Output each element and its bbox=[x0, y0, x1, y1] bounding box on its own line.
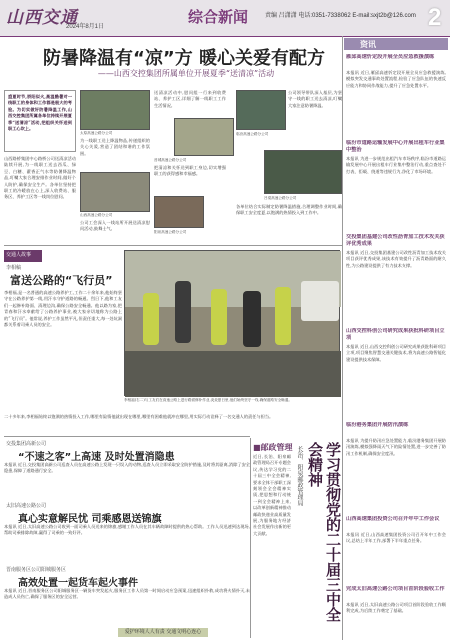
brief-unit-3: 晋南服务区公司阳城服务区 bbox=[6, 567, 67, 573]
worker-figure-3 bbox=[211, 289, 227, 345]
brief-body-2: 本报讯 近日,太旧高速公路公司收到一面司乘人员送来的锦旗,感谢工作人员在其车辆故障时提供的热心帮助。工作人员迅速到达现场,帮助司乘排除故障,赢得了司乘的一致好评。 bbox=[4, 524, 250, 536]
feature-subheadline: ——山西交控集团所属单位开展夏季“送清凉”活动 bbox=[97, 69, 275, 78]
feature-body-col3b: 把清凉和关怀送到职工身边,切实增强职工的获得感和幸福感。 bbox=[154, 165, 226, 177]
feature-body-col4: 公司领导带队深入基层,为坚守一线的职工送去清凉,叮嘱大家注意防暑降温。 bbox=[288, 90, 342, 108]
right-headline-6: 山西高速集团投资公司召开年中工作会议 bbox=[346, 516, 440, 522]
story-photo-caption: 李相福(右二)与工友们在高速公路上进行路面修补作业,炎炎夏日里,他们始终坚守一线,确保道路安全畅通。 bbox=[124, 398, 292, 402]
public-notice-strip: 爱护环境人人有责 交通文明心连心 bbox=[118, 628, 208, 637]
feature-headline: 防暑降温有“凉”方 暖心关爱有配方 bbox=[43, 48, 325, 69]
feature-body-col3: 送清凉活动中,慰问组一行来到收费站、养护工区,详细了解一线职工工作生活情况。 bbox=[154, 90, 226, 108]
right-body-6: 本报讯 近日,山西高速集团投资公司召开年中工作会议,总结上半年工作,部署下半年重点任务。 bbox=[346, 532, 446, 544]
brief-headline-2: 真心实意解民忧 司乘感恩送锦旗 bbox=[18, 514, 162, 525]
brief-unit-2: 太旧高速公路公司 bbox=[6, 503, 47, 509]
worker-figure-2 bbox=[175, 281, 191, 343]
right-headline-1: 雁邱高速忻定段开展全员应急救援演练 bbox=[346, 54, 435, 60]
brief-body-1: 本报讯 近日,交投集团高新公司巡查人员在高速公路上发现一只误入的动物,巡查人员立即采取安全防护措施,及时将其驱离,消除了安全隐患,保障了道路通行安全。 bbox=[4, 462, 250, 474]
photo-caption-3: 晋城高速公路分公司 bbox=[154, 158, 187, 162]
section-title: 综合新闻 bbox=[188, 9, 249, 26]
right-headline-5: 临汾港务集团开展防汛演练 bbox=[346, 422, 409, 428]
photo-caption-1: 太原高速公路分公司 bbox=[80, 131, 113, 135]
feature-photo-1 bbox=[80, 90, 150, 130]
feature-body-col2: 为一线职工送上降温物品,传递组织的关心关爱,营造了团结和谐的工作氛围。 bbox=[80, 138, 150, 156]
vehicle-in-photo bbox=[301, 281, 339, 321]
right-body-2: 本报讯 为进一步规范出租汽车市场秩序,临汾市道路运输发展中心开展出租车行业集中整治行动,重点查处不打表、拒载、绕道等违规行为,净化了市场环境。 bbox=[346, 156, 446, 174]
right-body-7: 本报讯 近日,太旧高速公路公司项目首阶段验收工作顺利完成,为后续工作奠定了基础。 bbox=[346, 602, 446, 614]
party-section-title: ■邮政管理 bbox=[253, 443, 293, 452]
feature-lead-box bbox=[4, 90, 76, 152]
news-banner-title: 资讯 bbox=[360, 40, 376, 49]
party-body: 近日,长治、阳泉邮政管理局召开专题会议,传达学习党的二十届三中全会精神,要求全体干部职工深刻领会全会精神实质,把思想和行动统一到全会精神上来,以改革创新精神推动邮政快递业高质量发展,为服务地方经济社会发展作出新的更大贡献。 bbox=[253, 454, 291, 536]
right-headline-7: 完成太旧高速公路公司项目首阶段验收工作 bbox=[346, 586, 445, 592]
feature-lead: 盛夏时节,骄阳似火,高温酷暑对一线职工的身体和工作都是极大的考验。为切实做好防暑降温工作,山西交控集团所属各单位持续开展夏季“送清凉”活动,把组织关怀送到职工心坎上。 bbox=[8, 94, 72, 132]
feature-body-col1: 山西路桥集团中心路桥公司送清凉活动陆续开展,为一线职工送去西瓜、绿豆、白糖、藿香正气水等防暑降温物品,叮嘱大家合理安排作业时间,做好个人防护,确保安全生产。各单位坚持把职工的冷暖放在心上,深入收费站、服务区、养护工区等一线岗位慰问。 bbox=[4, 156, 76, 200]
story-photo bbox=[124, 250, 340, 396]
photo-caption-2: 山西高速公路分公司 bbox=[80, 213, 113, 217]
feature-photo-5 bbox=[236, 90, 286, 130]
briefs-divider bbox=[4, 436, 250, 437]
page-number: 2 bbox=[428, 4, 442, 31]
party-vertical-subtitle: 长治、阳泉邮政管理局 bbox=[296, 446, 303, 506]
story-headline: 富送公路的“飞行员” bbox=[10, 274, 113, 287]
feature-photo-6 bbox=[264, 150, 342, 194]
header-rule bbox=[0, 36, 450, 37]
right-body-1: 本报讯 近日,雁邱高速忻定段开展全员应急救援演练,模拟突发交通事故处置流程,检验了应急队伍的快速反应能力和协同作战能力,提升了应急处置水平。 bbox=[346, 70, 446, 88]
party-vertical-title: 学习贯彻党的二十届三中全会精神 bbox=[306, 442, 342, 622]
photo-caption-5: 临汾高速公路分公司 bbox=[236, 132, 269, 136]
feature-body-col2b: 公司工会深入一线站所开展送清凉慰问活动,鼓舞士气。 bbox=[80, 220, 150, 232]
story-body-col1: 李相福,是一名普通的高速公路养护工,工作二十余年来,他始终坚守在公路养护第一线,用汗水守护道路的畅通。烈日下,他和工友们一起修补路面、清理边沟,确保公路安全畅通。他以路为家,把青春和汗水奉献给了公路养护事业,被大家亲切地称为公路上的“飞行员”。他常说,养护工作虽然平凡,但责任重大,每一处坑洞都关系着司乘人员的安全。 bbox=[4, 290, 122, 328]
issue-date: 2024年8月1日 bbox=[66, 24, 105, 30]
worker-figure-4 bbox=[243, 291, 261, 347]
feature-photo-2 bbox=[80, 172, 150, 212]
brief-body-3: 本报讯 近日,晋南服务区公司阳城服务区一辆货车突发起火,服务区工作人员第一时间启动应急预案,迅速组织扑救,成功将火情扑灭,未造成人员伤亡,确保了服务区的安全运营。 bbox=[4, 588, 250, 600]
right-body-4: 本报讯 近日,山西交控科创公司研究成果获批科研项目立项,项目聚焦智慧交通关键技术,将为高速公路智能化建设提供技术保障。 bbox=[346, 344, 446, 362]
photo-caption-4: 阳泉高速公路分公司 bbox=[154, 230, 187, 234]
newspaper-logo: 山西交通 bbox=[6, 8, 78, 28]
worker-figure-5 bbox=[275, 287, 291, 345]
brief-unit-1: 交投集团高新公司 bbox=[6, 441, 47, 447]
right-column-divider bbox=[342, 36, 343, 640]
feature-photo-4 bbox=[154, 196, 204, 228]
editor-contact: 责编 吕潇潇 电话:0351-7338062 E-mail:sxjt2b@126.com bbox=[265, 13, 416, 19]
brief-headline-1: “不速之客”上高速 及时处置消隐患 bbox=[18, 452, 175, 463]
section-divider bbox=[4, 245, 342, 246]
story-kicker: 李相稿 bbox=[6, 265, 22, 271]
right-headline-3: 交投集团基建公司改性沥青加工技术攻关获评优秀成果 bbox=[346, 234, 445, 247]
worker-figure-1 bbox=[143, 293, 159, 345]
party-divider bbox=[250, 438, 251, 638]
story-label: 交通人故事 bbox=[4, 250, 42, 262]
story-photo-road bbox=[125, 351, 341, 397]
feature-photo-3 bbox=[174, 118, 234, 156]
photo-caption-6: 吕梁高速公路分公司 bbox=[264, 196, 297, 200]
right-body-3: 本报讯 近日,交投集团基建公司改性沥青加工技术攻关项目获评优秀成果,该技术有效提升了沥青路面的耐久性,为公路建设提供了有力技术支撑。 bbox=[346, 250, 446, 268]
feature-body-col5: 各单位结合实际制定防暑降温措施,合理调整作业时间,确保职工安全度夏,以饱满的热情投入到工作中。 bbox=[236, 204, 342, 216]
right-headline-2: 临汾市道路运输发展中心开展出租车行业集中整治 bbox=[346, 140, 445, 153]
right-headline-4: 山西交控科创公司研究成果获批科研项目立项 bbox=[346, 328, 445, 341]
brief-headline-3: 高效处置一起货车起火事件 bbox=[18, 578, 138, 589]
story-body-bottom: 二十多年来,李相福始终以饱满的热情投入工作,哪里有险情他就出现在哪里,哪里有困难他就冲在哪里,用实际行动诠释了一名交通人的责任与担当。 bbox=[4, 414, 274, 419]
right-body-5: 本报讯 为提升防汛应急处置能力,临汾港务集团开展防汛演练,模拟强降雨天气下的险情处置,进一步完善了防汛工作机制,确保安全度汛。 bbox=[346, 438, 446, 456]
